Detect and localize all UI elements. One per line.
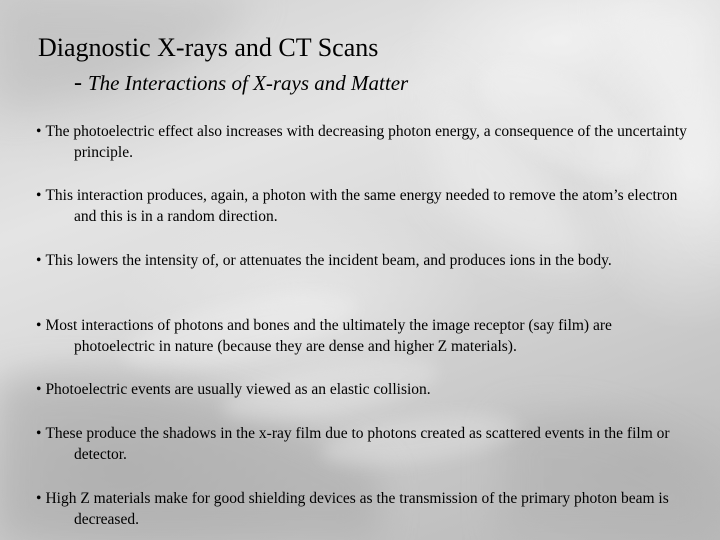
bullet-text: The photoelectric effect also increases with decreasing photon energy, a consequence of the uncertainty principle. xyxy=(45,123,687,161)
bullet-marker: • xyxy=(36,187,42,204)
bullet-text: Photoelectric events are usually viewed as an elastic collision. xyxy=(45,381,431,398)
bullet-marker: • xyxy=(36,490,42,507)
bullet-text: These produce the shadows in the x-ray film due to photons created as scattered events in the film or detector. xyxy=(45,425,670,463)
bullet-marker: • xyxy=(36,252,42,269)
bullet-marker: • xyxy=(36,425,42,442)
bullet-text: High Z materials make for good shielding devices as the transmission of the primary photon beam is decreased. xyxy=(45,490,669,528)
bullet-item xyxy=(36,423,696,465)
bullet-item xyxy=(36,315,696,357)
slide-title: Diagnostic X-rays and CT Scans xyxy=(38,33,379,62)
bullet-marker: • xyxy=(36,317,42,334)
bullet-text: Most interactions of photons and bones and the ultimately the image receptor (say film) are photoelectric in nature (because they are dense and higher Z materials). xyxy=(45,317,612,355)
bullet-item xyxy=(36,379,431,400)
bullet-marker: • xyxy=(36,381,42,398)
bullet-text: This lowers the intensity of, or attenuates the incident beam, and produces ions in the body. xyxy=(45,252,612,269)
subtitle-dash: - xyxy=(74,70,82,96)
bullet-item xyxy=(36,250,612,271)
bullet-item xyxy=(36,185,696,227)
bullet-item xyxy=(36,121,696,163)
subtitle-text: The Interactions of X-rays and Matter xyxy=(88,71,409,95)
bullet-item xyxy=(36,488,696,530)
bullet-marker: • xyxy=(36,123,42,140)
bullet-text: This interaction produces, again, a photon with the same energy needed to remove the atom’s electron and this is in a random direction. xyxy=(45,187,678,225)
slide-subtitle xyxy=(74,70,408,96)
